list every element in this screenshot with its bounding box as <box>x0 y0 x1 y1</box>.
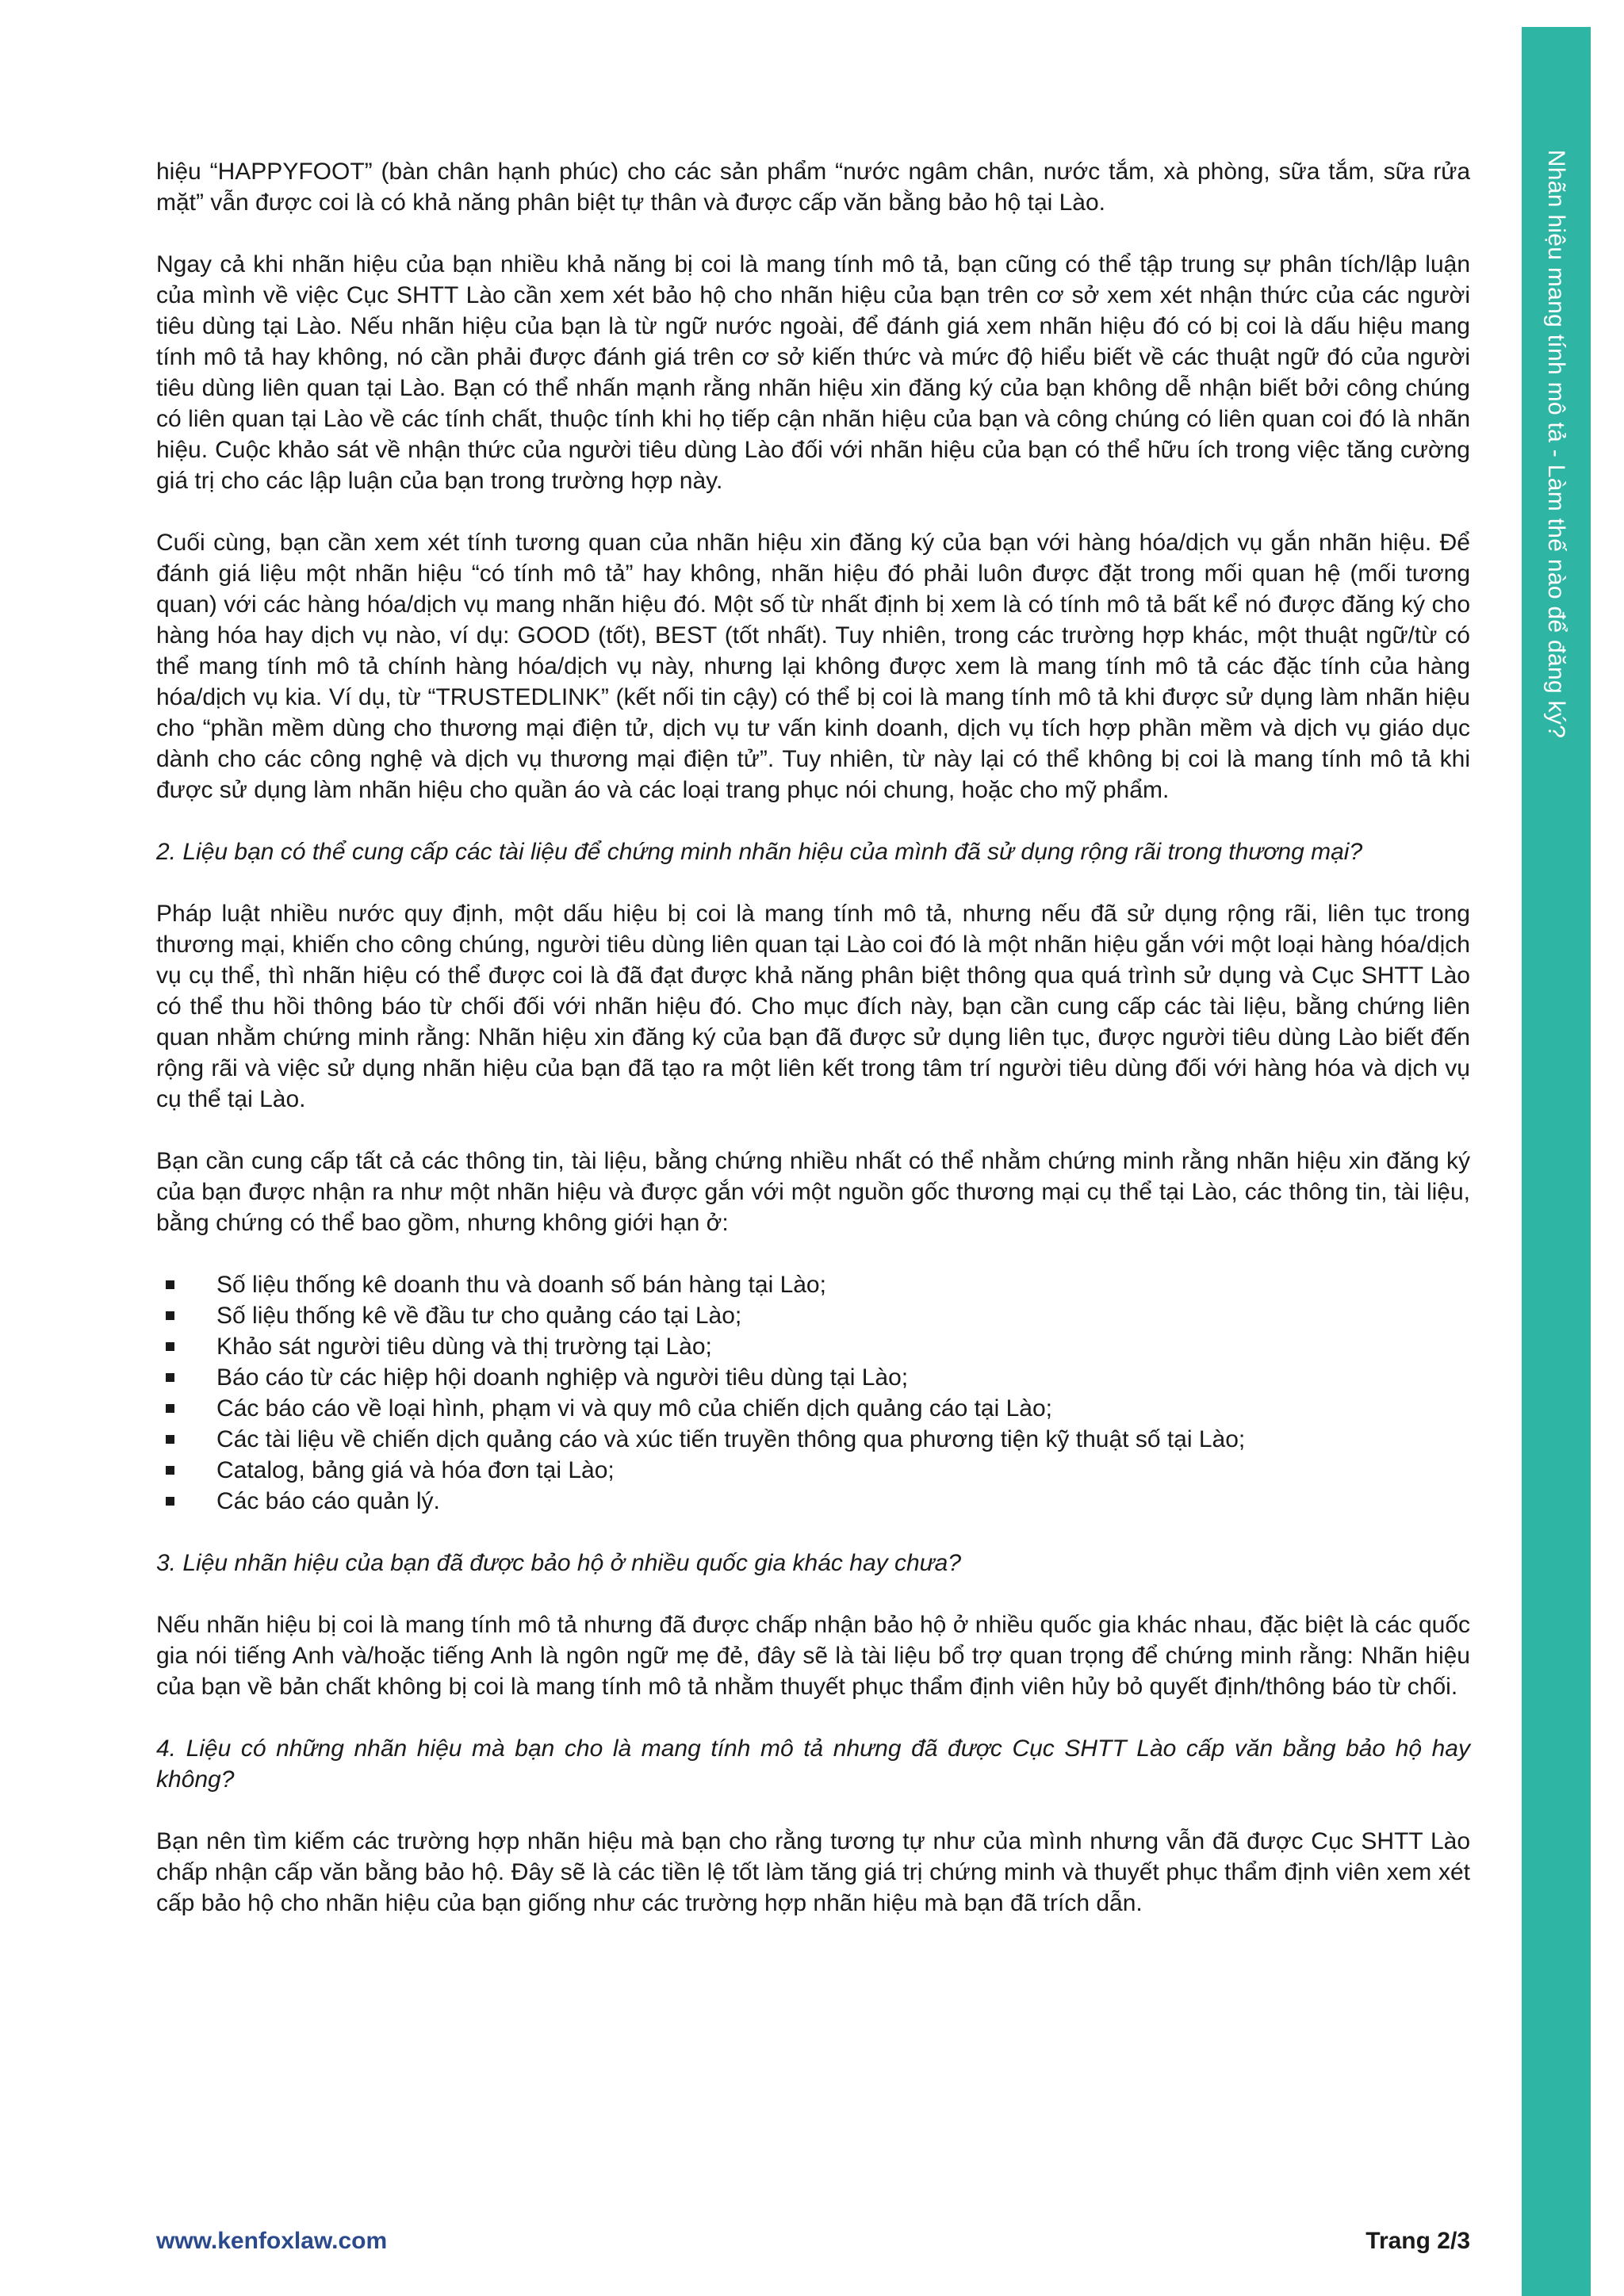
paragraph-1: hiệu “HAPPYFOOT” (bàn chân hạnh phúc) cho các sản phẩm “nước ngâm chân, nước tắm, xà phòng, sữa tắm, sữa rửa mặt” vẫn được coi là có khả năng phân biệt tự thân và được cấp văn bằng bảo hộ tại Lào. <box>156 159 1470 216</box>
square-bullet-icon <box>166 1311 174 1320</box>
list-item <box>156 1362 1470 1393</box>
list-item-text: Catalog, bảng giá và hóa đơn tại Lào; <box>216 1457 615 1483</box>
square-bullet-icon <box>166 1342 174 1351</box>
list-item <box>156 1331 1470 1362</box>
list-item-text: Các báo cáo quản lý. <box>216 1488 440 1514</box>
square-bullet-icon <box>166 1373 174 1382</box>
square-bullet-icon <box>166 1280 174 1289</box>
list-item-text: Số liệu thống kê doanh thu và doanh số bán hàng tại Lào; <box>216 1272 826 1298</box>
square-bullet-icon <box>166 1497 174 1506</box>
paragraph-6: Nếu nhãn hiệu bị coi là mang tính mô tả nhưng đã được chấp nhận bảo hộ ở nhiều quốc gia khác nhau, đặc biệt là các quốc gia nói tiếng Anh và/hoặc tiếng Anh là ngôn ngữ mẹ đẻ, đây sẽ là tài liệu bổ trợ quan trọng để chứng minh rằng: Nhãn hiệu của bạn về bản chất không bị coi là mang tính mô tả nhằm thuyết phục thẩm định viên hủy bỏ quyết định/thông báo từ chối. <box>156 1612 1470 1700</box>
list-item <box>156 1486 1470 1517</box>
list-item-text: Các báo cáo về loại hình, phạm vi và quy mô của chiến dịch quảng cáo tại Lào; <box>216 1395 1052 1422</box>
paragraph-3: Cuối cùng, bạn cần xem xét tính tương quan của nhãn hiệu xin đăng ký của bạn với hàng hóa/dịch vụ gắn nhãn hiệu. Để đánh giá liệu một nhãn hiệu “có tính mô tả” hay không, nhãn hiệu đó phải luôn được đặt trong mối quan hệ (mối tương quan) với các hàng hóa/dịch vụ mang nhãn hiệu đó. Một số từ nhất định bị xem là có tính mô tả bất kể nó được đăng ký cho hàng hóa hay dịch vụ nào, ví dụ: GOOD (tốt), BEST (tốt nhất). Tuy nhiên, trong các trường hợp khác, một thuật ngữ/từ có thể mang tính mô tả chính hàng hóa/dịch vụ này, nhưng lại không được xem là mang tính mô tả các đặc tính của hàng hóa/dịch vụ kia. Ví dụ, từ “TRUSTEDLINK” (kết nối tin cậy) có thể bị coi là mang tính mô tả khi được sử dụng làm nhãn hiệu cho “phần mềm dùng cho thương mại điện tử, dịch vụ tư vấn kinh doanh, dịch vụ tích hợp phần mềm và dịch vụ giáo dục dành cho các công nghệ và dịch vụ thương mại điện tử”. Tuy nhiên, từ này lại có thể không bị coi là mang tính mô tả khi được sử dụng làm nhãn hiệu cho quần áo và các loại trang phục nói chung, hoặc cho mỹ phẩm. <box>156 530 1470 803</box>
list-item <box>156 1393 1470 1424</box>
question-2: 2. Liệu bạn có thể cung cấp các tài liệu để chứng minh nhãn hiệu của mình đã sử dụng rộng rãi trong thương mại? <box>156 839 1363 865</box>
list-item-text: Các tài liệu về chiến dịch quảng cáo và xúc tiến truyền thông qua phương tiện kỹ thuật số tại Lào; <box>216 1426 1246 1452</box>
square-bullet-icon <box>166 1404 174 1413</box>
paragraph-7: Bạn nên tìm kiếm các trường hợp nhãn hiệu mà bạn cho rằng tương tự như của mình nhưng vẫn đã được Cục SHTT Lào chấp nhận cấp văn bằng bảo hộ. Đây sẽ là các tiền lệ tốt làm tăng giá trị chứng minh và thuyết phục thẩm định viên xem xét cấp bảo hộ cho nhãn hiệu của bạn giống như các trường hợp nhãn hiệu mà bạn đã trích dẫn. <box>156 1828 1470 1916</box>
document-body <box>156 156 1470 1950</box>
side-title: Nhãn hiệu mang tính mô tả - Làm thế nào để đăng ký? <box>1543 149 1569 739</box>
list-item-text: Khảo sát người tiêu dùng và thị trường tại Lào; <box>216 1334 712 1360</box>
paragraph-5: Bạn cần cung cấp tất cả các thông tin, tài liệu, bằng chứng nhiều nhất có thể nhằm chứng minh rằng nhãn hiệu xin đăng ký của bạn được nhận ra như một nhãn hiệu và được gắn với một nguồn gốc thương mại cụ thể tại Lào, các thông tin, tài liệu, bằng chứng có thể bao gồm, nhưng không giới hạn ở: <box>156 1148 1470 1236</box>
website-link[interactable]: www.kenfoxlaw.com <box>156 2228 388 2254</box>
square-bullet-icon <box>166 1435 174 1444</box>
question-4: 4. Liệu có những nhãn hiệu mà bạn cho là mang tính mô tả nhưng đã được Cục SHTT Lào cấp văn bằng bảo hộ hay không? <box>156 1735 1470 1793</box>
list-item-text: Báo cáo từ các hiệp hội doanh nghiệp và người tiêu dùng tại Lào; <box>216 1364 909 1391</box>
page-number: Trang 2/3 <box>1365 2228 1470 2254</box>
list-item <box>156 1300 1470 1331</box>
square-bullet-icon <box>166 1466 174 1475</box>
question-3: 3. Liệu nhãn hiệu của bạn đã được bảo hộ ở nhiều quốc gia khác hay chưa? <box>156 1550 962 1576</box>
evidence-list <box>156 1269 1470 1517</box>
list-item <box>156 1269 1470 1300</box>
paragraph-2: Ngay cả khi nhãn hiệu của bạn nhiều khả năng bị coi là mang tính mô tả, bạn cũng có thể tập trung sự phân tích/lập luận của mình về việc Cục SHTT Lào cần xem xét bảo hộ cho nhãn hiệu của bạn trên cơ sở xem xét nhận thức của các người tiêu dùng tại Lào. Nếu nhãn hiệu của bạn là từ ngữ nước ngoài, để đánh giá xem nhãn hiệu đó có bị coi là dấu hiệu mang tính mô tả hay không, nó cần phải được đánh giá trên cơ sở kiến thức và mức độ hiểu biết về các thuật ngữ đó của người tiêu dùng liên quan tại Lào. Bạn có thể nhấn mạnh rằng nhãn hiệu xin đăng ký của bạn không dễ nhận biết bởi công chúng có liên quan tại Lào về các tính chất, thuộc tính khi họ tiếp cận nhãn hiệu của bạn và công chúng có liên quan coi đó là nhãn hiệu. Cuộc khảo sát về nhận thức của người tiêu dùng Lào đối với nhãn hiệu của bạn có thể hữu ích trong việc tăng cường giá trị cho các lập luận của bạn trong trường hợp này. <box>156 251 1470 494</box>
list-item <box>156 1455 1470 1486</box>
list-item <box>156 1424 1470 1455</box>
list-item-text: Số liệu thống kê về đầu tư cho quảng cáo tại Lào; <box>216 1303 742 1329</box>
paragraph-4: Pháp luật nhiều nước quy định, một dấu hiệu bị coi là mang tính mô tả, nhưng nếu đã sử dụng rộng rãi, liên tục trong thương mại, khiến cho công chúng, người tiêu dùng liên quan tại Lào coi đó là một nhãn hiệu gắn với một loại hàng hóa/dịch vụ cụ thể, thì nhãn hiệu có thể được coi là đã đạt được khả năng phân biệt thông qua quá trình sử dụng và Cục SHTT Lào có thể thu hồi thông báo từ chối đối với nhãn hiệu đó. Cho mục đích này, bạn cần cung cấp các tài liệu, bằng chứng liên quan nhằm chứng minh rằng: Nhãn hiệu xin đăng ký của bạn đã được sử dụng liên tục, được người tiêu dùng Lào biết đến rộng rãi và việc sử dụng nhãn hiệu của bạn đã tạo ra một liên kết trong tâm trí người tiêu dùng đối với hàng hóa và dịch vụ cụ thể tại Lào. <box>156 901 1470 1112</box>
